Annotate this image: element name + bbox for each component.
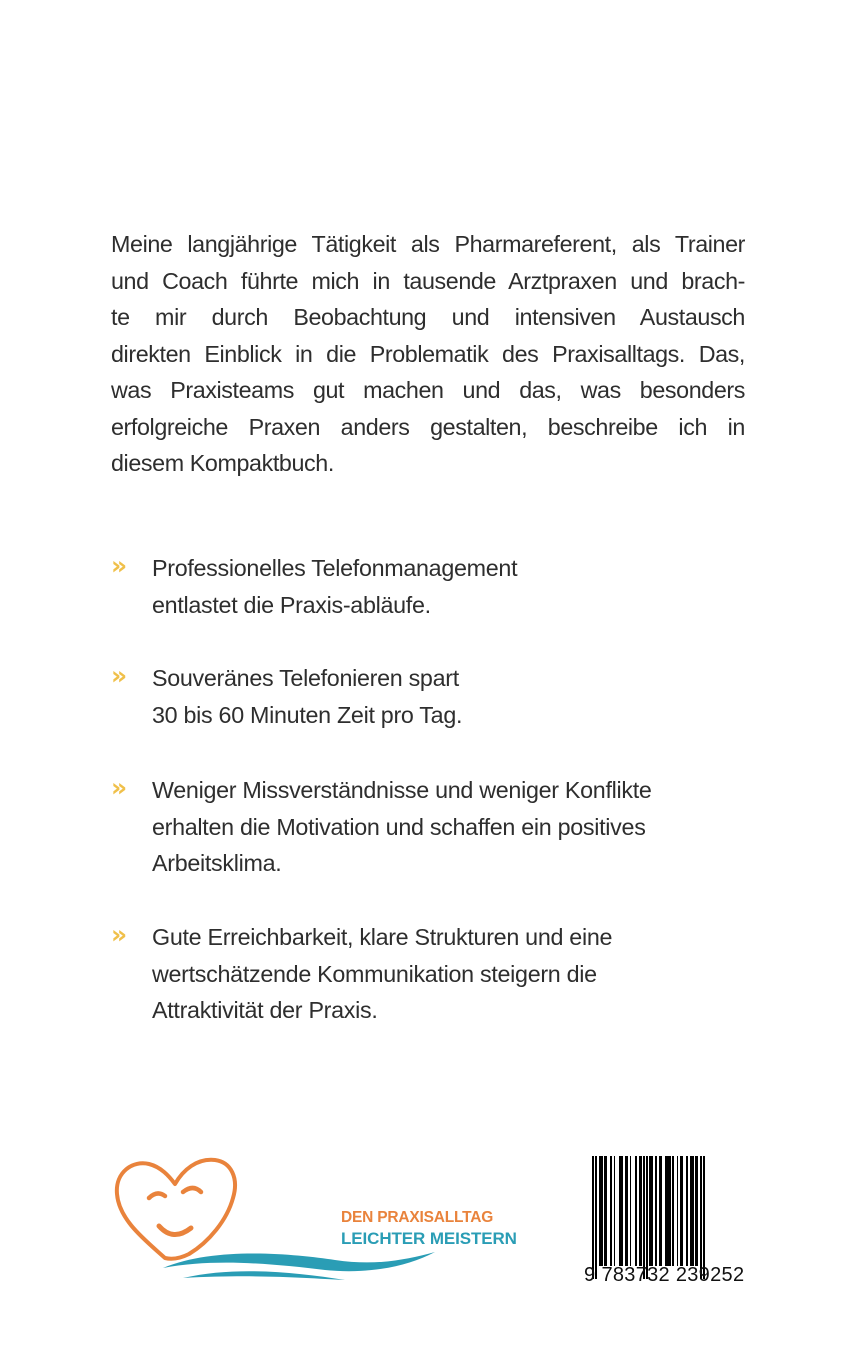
benefit-line: Arbeitsklima. <box>152 850 282 876</box>
intro-line: direkten Einblick in die Problematik des Praxisalltags. Das, <box>111 340 745 367</box>
logo-line-2: LEICHTER MEISTERN <box>341 1229 517 1248</box>
benefit-line: 30 bis 60 Minuten Zeit pro Tag. <box>152 701 463 728</box>
benefit-line: Professionelles Telefonmanagement <box>152 555 518 581</box>
intro-line: diesem Kompaktbuch. <box>111 450 334 476</box>
isbn-digits: 783732 239252 <box>601 1264 745 1286</box>
intro-line: erfolgreiche Praxen anders gestalten, beschreibe ich in <box>111 413 745 440</box>
logo-line-1: DEN PRAXISALLTAG <box>341 1209 494 1226</box>
isbn-number <box>584 1264 744 1287</box>
isbn-first-digit: 9 <box>584 1264 596 1286</box>
double-chevron-icon: » <box>111 773 126 802</box>
benefit-line: Attraktivität der Praxis. <box>152 997 378 1023</box>
intro-paragraph <box>111 226 745 482</box>
double-chevron-icon: » <box>111 920 126 949</box>
benefit-line: Weniger Missverständnisse und weniger Konflikte <box>152 777 652 803</box>
benefit-line: Souveränes Telefonieren spart <box>152 665 459 691</box>
intro-line: was Praxisteams gut machen und das, was besonders <box>111 377 745 403</box>
barcode-bars <box>592 1156 705 1266</box>
double-chevron-icon: » <box>111 661 126 690</box>
intro-line: und Coach führte mich in tausende Arztpraxen und brach- <box>111 267 745 294</box>
benefit-line: Gute Erreichbarkeit, klare Strukturen und eine <box>152 924 613 950</box>
isbn-barcode <box>568 1150 758 1290</box>
intro-line: Meine langjährige Tätigkeit als Pharmareferent, als Trainer <box>111 231 745 257</box>
benefit-line: entlastet die Praxis-abläufe. <box>152 591 431 618</box>
benefit-line: erhalten die Motivation und schaffen ein positives <box>152 813 646 840</box>
benefit-line: wertschätzende Kommunikation steigern die <box>152 960 597 987</box>
double-chevron-icon: » <box>111 551 126 580</box>
intro-line: te mir durch Beobachtung und intensiven Austausch <box>111 304 745 330</box>
brand-logo <box>105 1150 517 1285</box>
